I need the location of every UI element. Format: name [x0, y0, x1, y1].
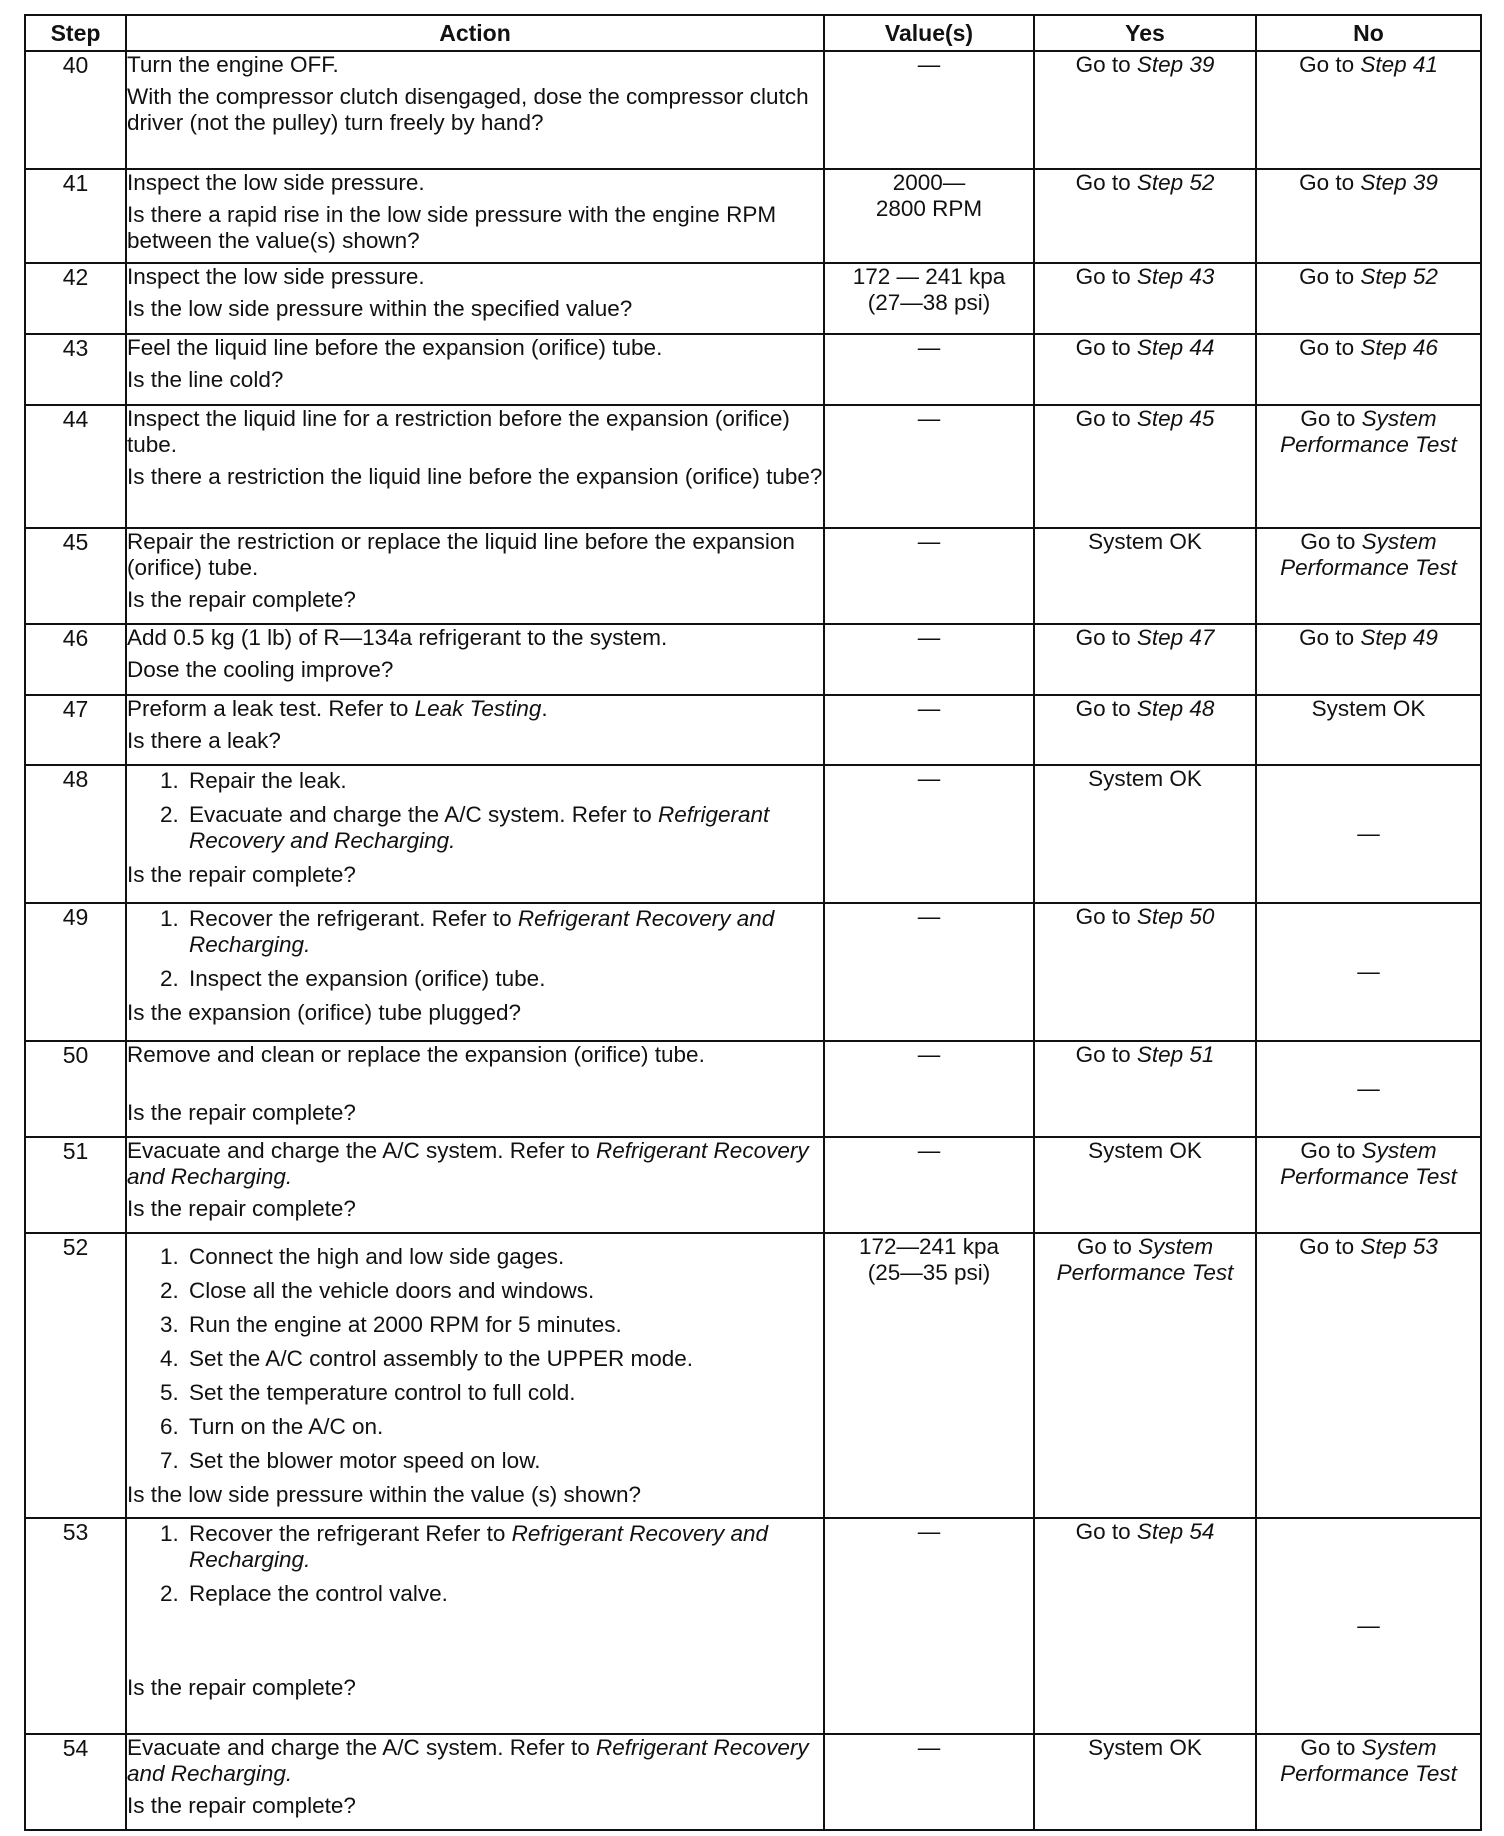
no-cell	[1256, 51, 1481, 169]
yes-cell	[1034, 1233, 1256, 1518]
no-step-link[interactable]: Step 46	[1360, 335, 1438, 360]
action-suffix: .	[541, 696, 548, 721]
table-row	[25, 405, 1481, 528]
no-test-link[interactable]: System	[1361, 529, 1437, 554]
yes-step-link[interactable]: Step 54	[1136, 1519, 1215, 1544]
step-number: 52	[25, 1233, 126, 1518]
no-cell	[1256, 624, 1481, 695]
action-question: Is the repair complete?	[127, 1100, 356, 1125]
no-test-link[interactable]: System	[1361, 406, 1437, 431]
recovery-recharging-link[interactable]: Refrigerant Recovery and Recharging.	[127, 1138, 809, 1189]
values-cell: —	[824, 405, 1034, 528]
yes-step-link[interactable]: Step 51	[1136, 1042, 1215, 1067]
yes-step-link[interactable]: Step 50	[1136, 904, 1215, 929]
table-row	[25, 1518, 1481, 1734]
yes-cell	[1034, 624, 1256, 695]
no-cell	[1256, 528, 1481, 624]
action-cell	[126, 1041, 824, 1137]
item-prefix: Recover the refrigerant. Refer to	[189, 906, 518, 931]
yes-cell	[1034, 695, 1256, 765]
table-row	[25, 263, 1481, 334]
action-text: Remove and clean or replace the expansion (orifice) tube.	[127, 1042, 705, 1067]
diagnostic-sheet	[24, 14, 1480, 1831]
no-step-link[interactable]: Step 52	[1360, 264, 1438, 289]
table-row	[25, 334, 1481, 405]
action-question: Is the line cold?	[127, 367, 284, 392]
no-cell: —	[1256, 765, 1481, 903]
no-prefix: Go to	[1299, 335, 1361, 360]
list-item: 2. Close all the vehicle doors and windows.	[185, 1278, 823, 1304]
yes-cell: System OK	[1034, 765, 1256, 903]
values-cell: —	[824, 528, 1034, 624]
table-row	[25, 695, 1481, 765]
list-item: 2. Replace the control valve.	[185, 1581, 823, 1607]
value-line: 2800 RPM	[875, 196, 983, 221]
action-prefix: Preform a leak test. Refer to	[127, 696, 415, 721]
step-number: 45	[25, 528, 126, 624]
value-line: (27—38 psi)	[867, 290, 991, 315]
yes-prefix: Go to	[1075, 625, 1137, 650]
yes-prefix: Go to	[1075, 1519, 1137, 1544]
step-number: 49	[25, 903, 126, 1041]
values-cell: —	[824, 1734, 1034, 1830]
header-action: Action	[126, 15, 824, 51]
step-number: 40	[25, 51, 126, 169]
no-prefix: Go to	[1300, 406, 1362, 431]
no-cell: —	[1256, 1518, 1481, 1734]
values-cell: —	[824, 903, 1034, 1041]
step-number: 41	[25, 169, 126, 263]
table-row	[25, 624, 1481, 695]
action-question: Dose the cooling improve?	[127, 657, 394, 682]
list-item: 1. Repair the leak.	[185, 768, 823, 794]
no-cell	[1256, 334, 1481, 405]
no-step-link[interactable]: Step 41	[1360, 52, 1438, 77]
step-number: 42	[25, 263, 126, 334]
yes-test-link[interactable]: Performance Test	[1056, 1260, 1234, 1285]
no-prefix: Go to	[1299, 170, 1361, 195]
recovery-recharging-link[interactable]: Refrigerant Recovery and Recharging.	[127, 1735, 809, 1786]
action-cell	[126, 169, 824, 263]
action-question: Is the repair complete?	[127, 1675, 356, 1700]
table-row	[25, 51, 1481, 169]
no-prefix: Go to	[1300, 1138, 1362, 1163]
no-cell	[1256, 263, 1481, 334]
procedure-list	[127, 1244, 823, 1474]
yes-prefix: Go to	[1075, 52, 1137, 77]
yes-prefix: Go to	[1075, 335, 1137, 360]
action-text: Turn the engine OFF.	[127, 52, 339, 77]
step-number: 50	[25, 1041, 126, 1137]
recovery-recharging-link[interactable]: Refrigerant Recovery and Recharging.	[189, 802, 770, 853]
action-question: Is there a restriction the liquid line before the expansion (orifice) tube?	[127, 464, 823, 489]
header-values: Value(s)	[824, 15, 1034, 51]
action-question: With the compressor clutch disengaged, dose the compressor clutch driver (not the pulley) turn freely by hand?	[127, 84, 809, 135]
yes-cell	[1034, 1041, 1256, 1137]
table-row	[25, 1233, 1481, 1518]
yes-prefix: Go to	[1075, 406, 1137, 431]
action-question: Is the low side pressure within the value (s) shown?	[127, 1482, 641, 1507]
item-prefix: Evacuate and charge the A/C system. Refer to	[189, 802, 658, 827]
action-cell	[126, 765, 824, 903]
procedure-list	[127, 768, 823, 854]
step-number: 43	[25, 334, 126, 405]
list-item	[185, 802, 823, 854]
table-row	[25, 1041, 1481, 1137]
action-cell	[126, 263, 824, 334]
action-text	[127, 696, 823, 722]
yes-cell	[1034, 405, 1256, 528]
values-cell: —	[824, 765, 1034, 903]
list-item: 3. Run the engine at 2000 RPM for 5 minutes.	[185, 1312, 823, 1338]
list-item: 1. Connect the high and low side gages.	[185, 1244, 823, 1270]
action-prefix: Evacuate and charge the A/C system. Refer to	[127, 1138, 596, 1163]
yes-prefix: Go to	[1075, 264, 1137, 289]
yes-test-link[interactable]: System	[1138, 1234, 1214, 1259]
action-text	[127, 1138, 823, 1190]
list-item: 5. Set the temperature control to full cold.	[185, 1380, 823, 1406]
table-row	[25, 528, 1481, 624]
action-cell	[126, 1518, 824, 1734]
no-test-link[interactable]: System	[1361, 1138, 1437, 1163]
yes-prefix: Go to	[1076, 1234, 1139, 1259]
action-cell	[126, 624, 824, 695]
no-cell	[1256, 1137, 1481, 1233]
no-prefix: Go to	[1299, 264, 1361, 289]
yes-step-link[interactable]: Step 52	[1136, 170, 1215, 195]
step-number: 46	[25, 624, 126, 695]
yes-prefix: Go to	[1075, 904, 1137, 929]
yes-cell	[1034, 51, 1256, 169]
action-prefix: Evacuate and charge the A/C system. Refer to	[127, 1735, 596, 1760]
yes-step-link[interactable]: Step 47	[1136, 625, 1215, 650]
no-test-link[interactable]: Performance Test	[1280, 1761, 1457, 1786]
action-question: Is the repair complete?	[127, 1196, 356, 1221]
no-step-link[interactable]: Step 53	[1360, 1234, 1438, 1259]
yes-prefix: Go to	[1075, 1042, 1137, 1067]
no-cell	[1256, 1233, 1481, 1518]
values-cell: —	[824, 1041, 1034, 1137]
no-test-link[interactable]: Performance Test	[1280, 555, 1457, 580]
values-cell: —	[824, 334, 1034, 405]
header-yes: Yes	[1034, 15, 1256, 51]
no-prefix: Go to	[1299, 1234, 1361, 1259]
action-question: Is there a leak?	[127, 728, 281, 753]
step-number: 51	[25, 1137, 126, 1233]
yes-cell: System OK	[1034, 1734, 1256, 1830]
values-cell	[824, 169, 1034, 263]
action-text: Inspect the low side pressure.	[127, 264, 425, 289]
no-prefix: Go to	[1300, 529, 1362, 554]
leak-testing-link[interactable]: Leak Testing	[414, 696, 542, 721]
table-row	[25, 1137, 1481, 1233]
action-cell	[126, 695, 824, 765]
procedure-list	[127, 1521, 823, 1607]
no-cell: System OK	[1256, 695, 1481, 765]
action-text	[127, 1735, 823, 1787]
list-item	[185, 906, 823, 958]
yes-cell	[1034, 334, 1256, 405]
yes-step-link[interactable]: Step 43	[1136, 264, 1215, 289]
diagnostic-table	[24, 14, 1482, 1831]
values-cell	[824, 263, 1034, 334]
no-prefix: Go to	[1299, 52, 1361, 77]
action-text: Repair the restriction or replace the liquid line before the expansion (orifice) tube.	[127, 529, 795, 580]
action-cell	[126, 1137, 824, 1233]
table-row	[25, 1734, 1481, 1830]
no-cell: —	[1256, 903, 1481, 1041]
value-line: 172—241 kpa	[858, 1234, 1000, 1259]
table-row	[25, 903, 1481, 1041]
action-text: Inspect the liquid line for a restriction before the expansion (orifice) tube.	[127, 406, 790, 457]
step-number: 54	[25, 1734, 126, 1830]
action-question: Is the repair complete?	[127, 862, 356, 887]
yes-prefix: Go to	[1075, 170, 1137, 195]
values-cell: —	[824, 695, 1034, 765]
list-item: 4. Set the A/C control assembly to the UPPER mode.	[185, 1346, 823, 1372]
step-number: 44	[25, 405, 126, 528]
yes-cell	[1034, 903, 1256, 1041]
no-cell	[1256, 169, 1481, 263]
list-item: 7. Set the blower motor speed on low.	[185, 1448, 823, 1474]
no-cell: —	[1256, 1041, 1481, 1137]
no-prefix: Go to	[1300, 1735, 1362, 1760]
yes-step-link[interactable]: Step 45	[1136, 406, 1215, 431]
action-text: Feel the liquid line before the expansion (orifice) tube.	[127, 335, 663, 360]
no-cell	[1256, 405, 1481, 528]
list-item	[185, 1521, 823, 1573]
yes-step-link[interactable]: Step 39	[1136, 52, 1215, 77]
action-text: Add 0.5 kg (1 lb) of R—134a refrigerant to the system.	[127, 625, 668, 650]
yes-step-link[interactable]: Step 44	[1136, 335, 1215, 360]
value-line: (25—35 psi)	[867, 1260, 991, 1285]
action-cell	[126, 405, 824, 528]
value-line: 2000—	[892, 170, 966, 195]
action-cell	[126, 334, 824, 405]
yes-step-link[interactable]: Step 48	[1136, 696, 1215, 721]
no-test-link[interactable]: Performance Test	[1280, 432, 1457, 457]
value-line: 172 — 241 kpa	[852, 264, 1006, 289]
step-number: 48	[25, 765, 126, 903]
action-cell	[126, 1734, 824, 1830]
item-prefix: Recover the refrigerant Refer to	[189, 1521, 512, 1546]
yes-prefix: Go to	[1075, 696, 1137, 721]
no-test-link[interactable]: Performance Test	[1280, 1164, 1457, 1189]
list-item: 2. Inspect the expansion (orifice) tube.	[185, 966, 823, 992]
yes-cell	[1034, 263, 1256, 334]
action-cell	[126, 1233, 824, 1518]
action-cell	[126, 903, 824, 1041]
recovery-recharging-link[interactable]: Refrigerant Recovery and Recharging.	[189, 906, 775, 957]
step-number: 53	[25, 1518, 126, 1734]
step-number: 47	[25, 695, 126, 765]
yes-cell: System OK	[1034, 1137, 1256, 1233]
no-prefix: Go to	[1299, 625, 1361, 650]
table-row	[25, 169, 1481, 263]
values-cell: —	[824, 1137, 1034, 1233]
values-cell: —	[824, 51, 1034, 169]
action-question: Is the repair complete?	[127, 1793, 356, 1818]
recovery-recharging-link[interactable]: Refrigerant Recovery and Recharging.	[189, 1521, 769, 1572]
list-item: 6. Turn on the A/C on.	[185, 1414, 823, 1440]
no-step-link[interactable]: Step 39	[1360, 170, 1438, 195]
values-cell	[824, 1233, 1034, 1518]
yes-cell	[1034, 169, 1256, 263]
header-row	[25, 15, 1481, 51]
yes-cell: System OK	[1034, 528, 1256, 624]
header-no: No	[1256, 15, 1481, 51]
action-text: Inspect the low side pressure.	[127, 170, 425, 195]
values-cell: —	[824, 1518, 1034, 1734]
values-cell: —	[824, 624, 1034, 695]
action-question: Is the low side pressure within the specified value?	[127, 296, 633, 321]
action-cell	[126, 51, 824, 169]
action-question: Is the repair complete?	[127, 587, 356, 612]
action-question: Is there a rapid rise in the low side pressure with the engine RPM between the value(s) shown?	[127, 202, 777, 253]
procedure-list	[127, 906, 823, 992]
no-cell	[1256, 1734, 1481, 1830]
action-question: Is the expansion (orifice) tube plugged?	[127, 1000, 522, 1025]
no-step-link[interactable]: Step 49	[1360, 625, 1438, 650]
header-step: Step	[25, 15, 126, 51]
yes-cell	[1034, 1518, 1256, 1734]
no-test-link[interactable]: System	[1361, 1735, 1437, 1760]
action-cell	[126, 528, 824, 624]
table-row	[25, 765, 1481, 903]
